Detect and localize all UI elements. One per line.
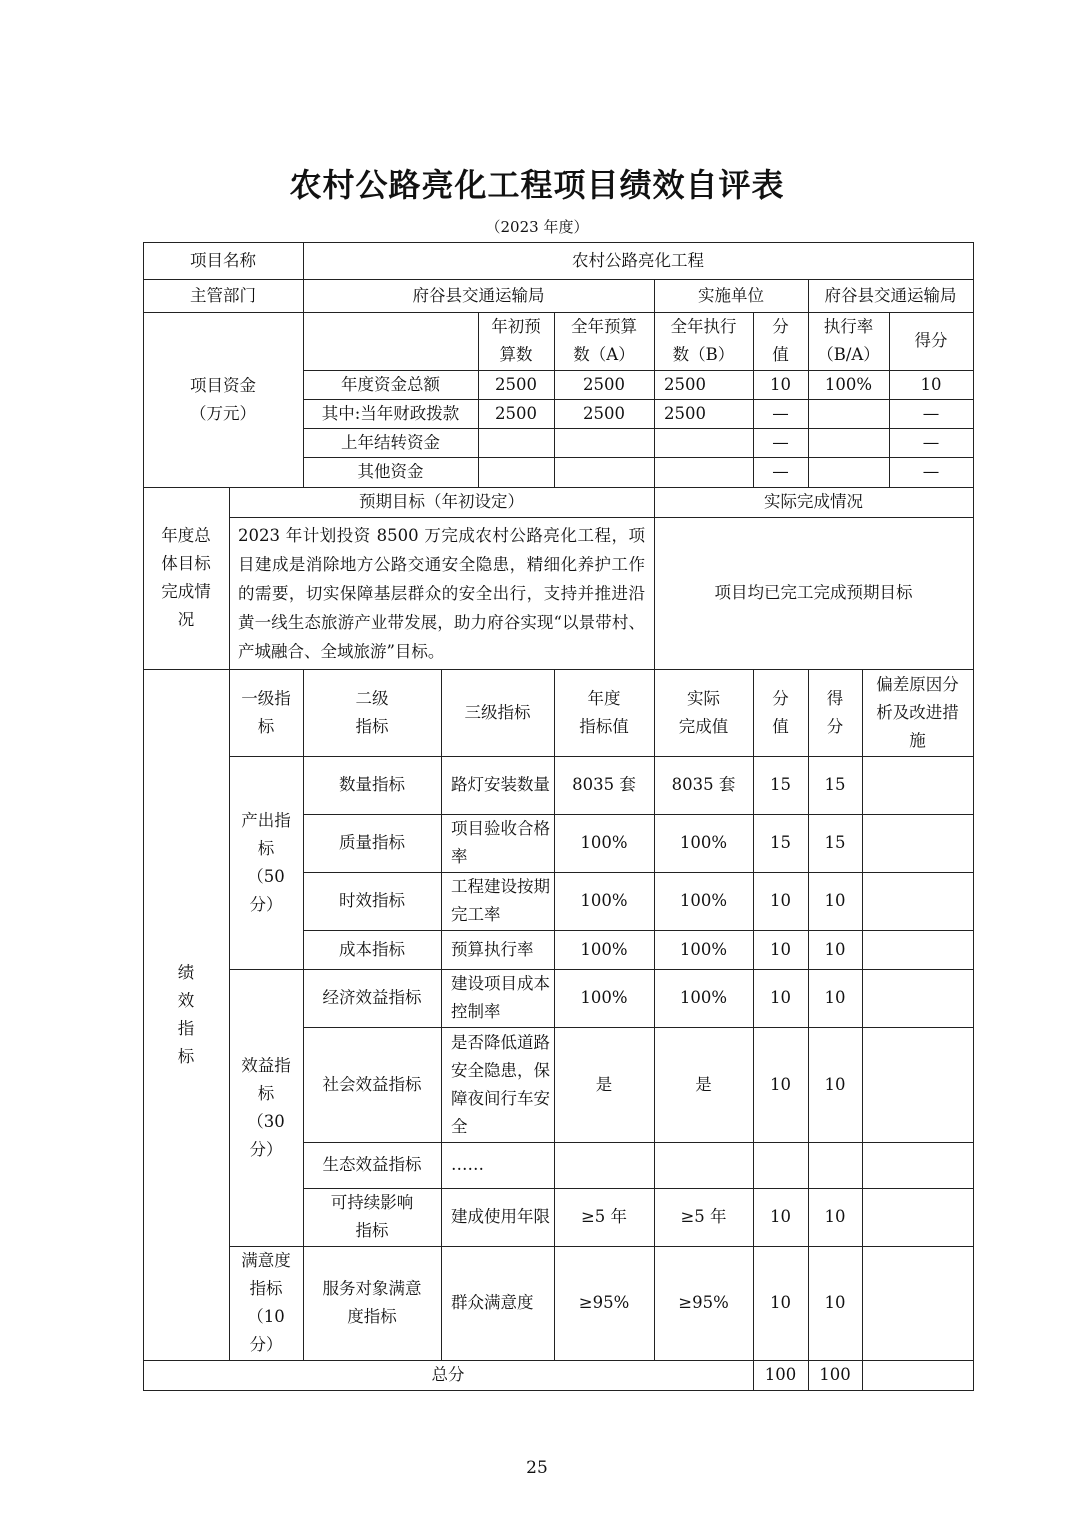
goal-section-label: 年度总 体目标 完成情 况 bbox=[161, 526, 211, 629]
output-indicator-group: 产出指 标 （50 分） bbox=[241, 810, 291, 914]
indicator-score-cell: 10 bbox=[824, 1074, 846, 1094]
rule bbox=[143, 312, 974, 313]
indicator-second-cell: 时效指标 bbox=[339, 891, 405, 910]
indicator-actual-cell: 100% bbox=[679, 988, 728, 1007]
indicator-target-cell: 是 bbox=[595, 1074, 613, 1094]
funds-weight-cell: — bbox=[772, 403, 789, 423]
funds-weight-cell: 10 bbox=[770, 374, 791, 394]
indicator-second-cell: 质量指标 bbox=[339, 833, 405, 852]
page-title: 农村公路亮化工程项目绩效自评表 bbox=[289, 166, 785, 204]
rule bbox=[654, 487, 655, 670]
total-weight: 100 bbox=[764, 1365, 797, 1384]
rule bbox=[229, 669, 230, 1361]
rule bbox=[654, 312, 655, 488]
funds-header: 得分 bbox=[914, 331, 948, 350]
rule bbox=[303, 428, 974, 429]
rule bbox=[303, 930, 974, 931]
funds-score-cell: — bbox=[922, 403, 940, 423]
rule bbox=[862, 669, 863, 1391]
indicator-header: 分 值 bbox=[772, 688, 789, 736]
total-note bbox=[862, 1360, 973, 1390]
rule bbox=[303, 370, 974, 371]
funds-label-cell: 其中:当年财政拨款 bbox=[321, 403, 460, 423]
rule bbox=[143, 1360, 974, 1361]
indicator-weight-cell: 10 bbox=[770, 939, 791, 959]
indicator-weight-cell: 10 bbox=[770, 988, 791, 1007]
funds-rate-cell bbox=[808, 399, 889, 428]
rule bbox=[654, 279, 655, 313]
indicator-score-cell: 15 bbox=[824, 833, 846, 852]
rule bbox=[143, 242, 974, 243]
indicator-second-cell: 经济效益指标 bbox=[322, 988, 422, 1007]
funds-score-cell: — bbox=[922, 462, 940, 481]
funds-initial-cell: 2500 bbox=[495, 403, 537, 423]
rule bbox=[753, 312, 754, 488]
indicator-note-cell bbox=[862, 1246, 973, 1360]
indicator-weight-cell: 10 bbox=[770, 1293, 791, 1312]
funds-label-cell: 年度资金总额 bbox=[341, 374, 440, 394]
benefit-indicator-group: 效益指 标 （30 分） bbox=[241, 1055, 291, 1159]
funds-weight-cell: — bbox=[772, 432, 789, 452]
funds-full-year-cell bbox=[554, 428, 654, 457]
indicator-target-cell: 100% bbox=[580, 833, 628, 852]
rule bbox=[143, 1390, 974, 1391]
indicator-weight-cell: 10 bbox=[770, 891, 791, 910]
rule bbox=[441, 669, 442, 1361]
indicator-actual-cell: 100% bbox=[679, 833, 728, 852]
rule bbox=[303, 1142, 974, 1143]
funds-rate-cell: 100% bbox=[824, 374, 873, 394]
indicator-second-cell: 生态效益指标 bbox=[322, 1155, 422, 1174]
indicator-second-cell: 数量指标 bbox=[339, 775, 405, 794]
impl-unit-value: 府谷县交通运输局 bbox=[824, 285, 957, 305]
indicators-label: 绩 效 指 标 bbox=[177, 962, 195, 1066]
indicator-note-cell bbox=[862, 872, 973, 930]
indicator-actual-cell: 100% bbox=[679, 891, 728, 910]
indicator-header: 二级 指标 bbox=[355, 688, 389, 736]
indicator-third-cell: 是否降低道路安全隐患，保障夜间行车安全 bbox=[451, 1032, 550, 1136]
rule bbox=[303, 242, 304, 488]
funds-initial-cell bbox=[478, 457, 554, 487]
funds-rate-cell bbox=[808, 428, 889, 457]
indicator-header: 年度 指标值 bbox=[579, 688, 629, 736]
funds-rate-cell bbox=[808, 457, 889, 487]
rule bbox=[143, 279, 974, 280]
impl-unit-label: 实施单位 bbox=[698, 285, 764, 305]
indicator-score-cell: 10 bbox=[824, 1207, 846, 1226]
expected-goal-header: 预期目标（年初设定） bbox=[359, 492, 524, 511]
rule bbox=[303, 872, 974, 873]
indicator-score-cell: 10 bbox=[824, 891, 846, 910]
indicator-third-cell: 路灯安装数量 bbox=[451, 775, 550, 794]
indicator-actual-cell: ≥95% bbox=[678, 1293, 729, 1312]
rule bbox=[753, 669, 754, 1391]
project-name-label: 项目名称 bbox=[190, 250, 256, 270]
indicator-note-cell bbox=[862, 930, 973, 969]
rule bbox=[554, 312, 555, 488]
rule bbox=[303, 1188, 974, 1189]
rule bbox=[808, 669, 809, 1391]
indicator-header: 得 分 bbox=[826, 688, 844, 736]
funds-label-cell: 其他资金 bbox=[357, 462, 424, 481]
funds-executed-cell bbox=[654, 457, 753, 487]
indicator-third-cell: 建成使用年限 bbox=[451, 1207, 550, 1226]
indicator-header: 偏差原因分 析及改进措 施 bbox=[876, 674, 959, 750]
indicator-header: 三级指标 bbox=[464, 702, 531, 722]
rule bbox=[143, 487, 974, 488]
indicator-score-cell: 10 bbox=[824, 1293, 846, 1312]
rule bbox=[654, 669, 655, 1361]
indicator-header: 一级指 标 bbox=[241, 688, 291, 736]
indicator-third-cell: 群众满意度 bbox=[451, 1293, 534, 1312]
funds-executed-cell bbox=[654, 428, 753, 457]
funds-score-cell: 10 bbox=[920, 374, 942, 394]
funds-header: 执行率 （B/A） bbox=[817, 317, 880, 364]
indicator-second-cell: 成本指标 bbox=[339, 939, 405, 959]
indicator-header: 实际 完成值 bbox=[678, 688, 729, 736]
indicator-third-cell: 工程建设按期完工率 bbox=[451, 877, 550, 924]
indicator-weight-cell: 15 bbox=[770, 833, 791, 852]
funds-label-cell: 上年结转资金 bbox=[341, 432, 440, 452]
indicator-actual-cell: ≥5 年 bbox=[680, 1207, 727, 1226]
funds-full-year-cell bbox=[554, 457, 654, 487]
indicator-actual-cell: 8035 套 bbox=[671, 775, 736, 794]
funds-label: 项目资金 （万元） bbox=[190, 375, 256, 423]
rule bbox=[143, 669, 974, 670]
indicator-weight-cell: 10 bbox=[770, 1207, 791, 1226]
funds-header: 分 值 bbox=[772, 317, 789, 364]
indicator-note-cell bbox=[862, 969, 973, 1027]
rule bbox=[478, 312, 479, 488]
indicator-score-cell bbox=[808, 1142, 862, 1188]
indicator-target-cell: 100% bbox=[580, 939, 628, 959]
indicator-target-cell: ≥5 年 bbox=[580, 1207, 628, 1226]
indicator-second-cell: 服务对象满意 度指标 bbox=[322, 1279, 422, 1326]
indicator-note-cell bbox=[862, 1188, 973, 1246]
rule bbox=[973, 242, 974, 1391]
rule bbox=[143, 242, 144, 1391]
rule bbox=[229, 517, 974, 518]
funds-header: 年初预 算数 bbox=[491, 317, 541, 364]
funds-initial-cell: 2500 bbox=[495, 374, 537, 394]
indicator-note-cell bbox=[862, 1142, 973, 1188]
indicator-second-cell: 社会效益指标 bbox=[322, 1074, 422, 1094]
indicator-note-cell bbox=[862, 814, 973, 872]
indicator-second-cell: 可持续影响 指标 bbox=[330, 1193, 414, 1240]
funds-executed-cell: 2500 bbox=[664, 403, 706, 423]
rule bbox=[808, 279, 809, 313]
satisfaction-indicator-group: 满意度 指标 （10 分） bbox=[241, 1251, 291, 1354]
rule bbox=[554, 669, 555, 1361]
indicator-actual-cell: 是 bbox=[695, 1074, 712, 1094]
indicator-score-cell: 10 bbox=[824, 939, 846, 959]
total-label: 总分 bbox=[431, 1365, 465, 1384]
rule bbox=[229, 487, 230, 670]
indicator-third-cell: 建设项目成本控制率 bbox=[451, 974, 550, 1021]
indicator-note-cell bbox=[862, 756, 973, 814]
page-number: 25 bbox=[526, 1458, 548, 1478]
funds-score-cell: — bbox=[922, 432, 940, 452]
funds-executed-cell: 2500 bbox=[664, 374, 706, 394]
funds-full-year-cell: 2500 bbox=[583, 403, 625, 423]
fiscal-year: （2023 年度） bbox=[485, 218, 589, 236]
dept-value: 府谷县交通运输局 bbox=[412, 285, 545, 305]
indicator-target-cell bbox=[554, 1142, 654, 1188]
indicator-actual-cell bbox=[654, 1142, 753, 1188]
indicator-third-cell: …… bbox=[451, 1155, 484, 1174]
indicator-target-cell: 8035 套 bbox=[572, 775, 636, 794]
funds-weight-cell: — bbox=[772, 462, 789, 481]
indicator-weight-cell bbox=[753, 1142, 808, 1188]
funds-initial-cell bbox=[478, 428, 554, 457]
total-score: 100 bbox=[819, 1365, 851, 1384]
indicator-score-cell: 10 bbox=[824, 988, 846, 1007]
expected-goal-text: 2023 年计划投资 8500 万完成农村公路亮化工程，项目建成是消除地方公路交通安全隐患，精细化养护工作的需要，切实保障基层群众的安全出行，支持并推进沿黄一线生态旅游产业带发展，助力府谷实现“以景带村、产城融合、全域旅游”目标。 bbox=[238, 525, 645, 661]
indicator-target-cell: 100% bbox=[580, 891, 628, 910]
indicator-target-cell: ≥95% bbox=[578, 1293, 630, 1312]
indicator-note-cell bbox=[862, 1027, 973, 1142]
rule bbox=[808, 312, 809, 488]
indicator-target-cell: 100% bbox=[580, 988, 628, 1007]
rule bbox=[303, 457, 974, 458]
indicator-third-cell: 预算执行率 bbox=[451, 939, 534, 959]
indicator-weight-cell: 15 bbox=[770, 775, 791, 794]
actual-status-text: 项目均已完工完成预期目标 bbox=[714, 583, 913, 602]
indicator-score-cell: 15 bbox=[824, 775, 846, 794]
project-name-value: 农村公路亮化工程 bbox=[572, 250, 704, 270]
rule bbox=[303, 814, 974, 815]
rule bbox=[303, 1027, 974, 1028]
indicator-third-cell: 项目验收合格率 bbox=[451, 819, 550, 866]
rule bbox=[303, 669, 304, 1361]
actual-status-header: 实际完成情况 bbox=[764, 492, 863, 511]
rule bbox=[889, 312, 890, 488]
rule bbox=[303, 399, 974, 400]
indicator-actual-cell: 100% bbox=[679, 939, 728, 959]
funds-full-year-cell: 2500 bbox=[583, 374, 625, 394]
indicator-weight-cell: 10 bbox=[770, 1074, 791, 1094]
dept-label: 主管部门 bbox=[190, 285, 256, 305]
funds-header: 全年预算 数（A） bbox=[571, 317, 637, 364]
funds-header: 全年执行 数（B） bbox=[670, 317, 737, 364]
